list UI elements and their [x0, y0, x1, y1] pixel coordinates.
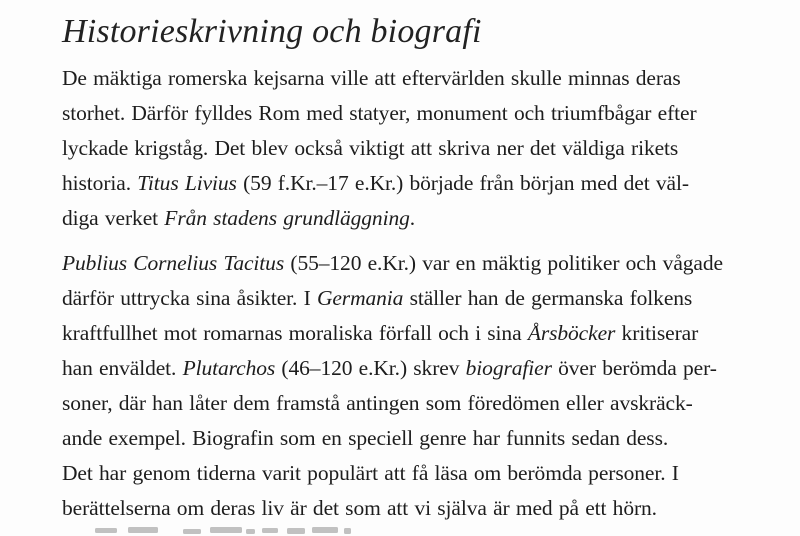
text-segment: han enväldet. [62, 356, 183, 380]
clipped-letter-mark [287, 528, 305, 534]
italic-text-segment: Publius Cornelius Tacitus [62, 251, 285, 275]
text-segment: historia. [62, 171, 138, 195]
text-line [62, 166, 778, 201]
clipped-letter-mark [128, 527, 158, 533]
italic-text-segment: biografier [465, 356, 552, 380]
text-line [62, 351, 778, 386]
text-segment: ande exempel. Biografin som en speciell genre har funnits sedan dess. [62, 426, 669, 450]
text-segment: De mäktiga romerska kejsarna ville att eftervärlden skulle minnas deras [62, 66, 681, 90]
text-segment: (46–120 e.Kr.) skrev [275, 356, 466, 380]
clipped-letter-mark [183, 529, 201, 534]
text-segment: storhet. Därför fylldes Rom med statyer, monument och triumfbågar efter [62, 101, 697, 125]
text-line [62, 246, 778, 281]
clipped-letter-mark [210, 527, 242, 533]
text-segment: ställer han de germanska folkens [403, 286, 693, 310]
section-heading: Historieskrivning och biografi [62, 13, 482, 50]
text-segment: soner, där han låter dem framstå antingen som föredömen eller avskräck- [62, 391, 693, 415]
clipped-letter-mark [312, 527, 338, 533]
text-line [62, 456, 778, 491]
clipped-text-line [0, 527, 800, 536]
clipped-letter-mark [344, 528, 351, 534]
italic-text-segment: Titus Livius [137, 171, 237, 195]
text-segment: därför uttrycka sina åsikter. I [62, 286, 317, 310]
text-line [62, 386, 778, 421]
clipped-letter-mark [95, 528, 117, 533]
text-line [62, 131, 778, 166]
italic-text-segment: Germania [316, 286, 404, 310]
clipped-letter-mark [246, 529, 255, 534]
text-line [62, 96, 778, 131]
text-segment: . [409, 206, 416, 230]
text-segment: diga verket [62, 206, 165, 230]
paragraph [62, 61, 778, 236]
text-block [62, 61, 778, 526]
text-line [62, 316, 778, 351]
text-segment: kraftfullhet mot romarnas moraliska förfall och i sina [62, 321, 528, 345]
text-segment: kritiserar [615, 321, 699, 345]
italic-text-segment: Årsböcker [527, 321, 616, 345]
paragraph [62, 246, 778, 526]
text-segment: (59 f.Kr.–17 e.Kr.) började från början med det väl- [236, 171, 689, 195]
italic-text-segment: Från stadens grundläggning [164, 206, 410, 230]
text-line [62, 281, 778, 316]
text-segment: Det har genom tiderna varit populärt att få läsa om berömda personer. I [62, 461, 679, 485]
text-line [62, 421, 778, 456]
text-segment: (55–120 e.Kr.) var en mäktig politiker och vågade [284, 251, 723, 275]
text-column [62, 0, 778, 526]
clipped-letter-mark [262, 528, 278, 533]
text-segment: över berömda per- [551, 356, 717, 380]
italic-text-segment: Plutarchos [182, 356, 276, 380]
text-line [62, 201, 778, 236]
text-line [62, 61, 778, 96]
text-segment: berättelserna om deras liv är det som att vi själva är med på ett hörn. [62, 496, 657, 520]
text-line [62, 491, 778, 526]
text-segment: lyckade krigståg. Det blev också viktigt att skriva ner det väldiga rikets [62, 136, 679, 160]
